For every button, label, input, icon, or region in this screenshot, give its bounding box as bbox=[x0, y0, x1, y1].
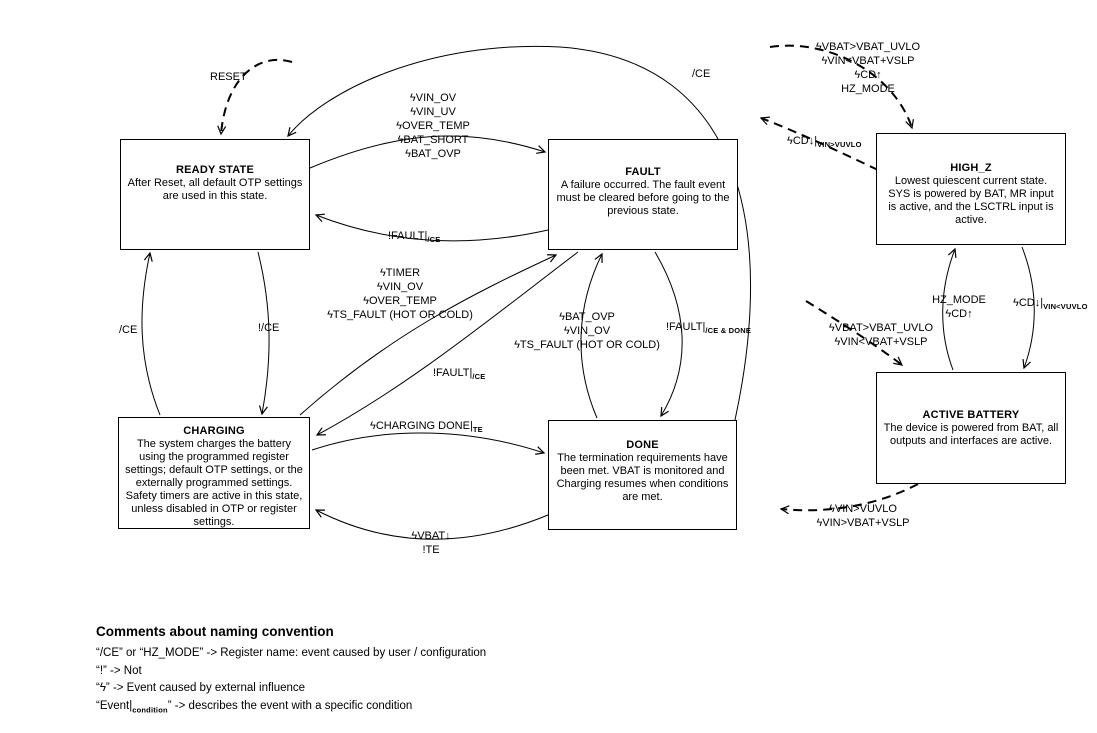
label-done-to-charging: ϟVBAT↓ !TE bbox=[411, 530, 451, 556]
label-ready-to-fault: ϟVIN_OV ϟVIN_UV ϟOVER_TEMP ϟBAT_SHORT ϟBAT_OVP bbox=[396, 92, 470, 160]
state-desc-ready: After Reset, all default OTP settings are used in this state. bbox=[127, 177, 303, 202]
label-activebattery-to-highz: HZ_MODE ϟCD↑ bbox=[932, 294, 986, 320]
label-ready-to-charging: !/CE bbox=[258, 322, 280, 334]
label-external-to-highz: ϟVBAT>VBAT_UVLO ϟVIN<VBAT+VSLP ϟCD↑ HZ_MODE bbox=[815, 41, 921, 95]
state-fault bbox=[548, 139, 738, 250]
label-external-to-activebattery: ϟVBAT>VBAT_UVLO ϟVIN<VBAT+VSLP bbox=[828, 322, 934, 348]
state-charging bbox=[118, 417, 310, 529]
legend-line-external: “ϟ” -> Event caused by external influence bbox=[96, 682, 306, 694]
label-charging-to-fault: ϟTIMER ϟVIN_OV ϟOVER_TEMP ϟTS_FAULT (HOT OR COLD) bbox=[327, 267, 473, 321]
state-title-ready: READY STATE bbox=[176, 164, 254, 176]
legend-title: Comments about naming convention bbox=[96, 624, 334, 639]
label-fault-to-done: $!FAULT|_{/CE \& DONE}$ bbox=[666, 321, 752, 336]
arrow-charging-to-ready bbox=[142, 253, 160, 415]
label-done-to-fault: ϟBAT_OVP ϟVIN_OV ϟTS_FAULT (HOT OR COLD) bbox=[514, 311, 660, 351]
label-ce-top: /CE bbox=[692, 68, 711, 80]
state-title-fault: FAULT bbox=[625, 166, 661, 178]
label-fault-to-ready: $!FAULT|_{/CE}$ bbox=[388, 230, 441, 245]
label-activebattery-exit: ϟVIN>VUVLO ϟVIN>VBAT+VSLP bbox=[816, 503, 910, 529]
label-fault-to-charging: $!FAULT|_{/CE}$ bbox=[433, 367, 486, 382]
state-desc-highz: Lowest quiescent current state. SYS is powered by BAT, MR input is active, and the LSCTRL input is active. bbox=[888, 175, 1054, 226]
label-highz-to-activebattery: $ϟCD↓|_{VIN<VUVLO}$ bbox=[1013, 297, 1088, 312]
state-desc-active-battery: The device is powered from BAT, all outputs and interfaces are active. bbox=[883, 422, 1059, 447]
state-title-highz: HIGH_Z bbox=[950, 162, 992, 174]
legend-line-not: “!” -> Not bbox=[96, 664, 142, 677]
legend-line-register: “/CE” or “HZ_MODE” -> Register name: event caused by user / configuration bbox=[96, 647, 487, 659]
state-desc-done: The termination requirements have been met. VBAT is monitored and Charging resumes when conditions are met. bbox=[556, 452, 729, 503]
state-highz bbox=[876, 133, 1066, 245]
state-ready bbox=[120, 139, 310, 250]
state-title-active-battery: ACTIVE BATTERY bbox=[922, 409, 1020, 421]
state-active-battery bbox=[876, 372, 1066, 484]
state-desc-charging: The system charges the battery using the programmed register settings; default OTP settings, or the externally programmed settings. Safety timers are active in this state, unless disabled in OTP or register settings. bbox=[125, 438, 303, 528]
label-highz-exit: $ϟCD↓|_{VIN>VUVLO}$ bbox=[787, 135, 862, 150]
legend-line-condition: “$Event|_{condition}$” -> describes the event with a specific condition bbox=[96, 699, 413, 714]
state-done bbox=[548, 420, 737, 530]
label-reset: RESET bbox=[210, 71, 247, 83]
naming-convention-legend bbox=[96, 624, 616, 718]
label-charging-to-done: ϟCHARGING $DONE|_{TE}$ bbox=[370, 420, 483, 435]
label-charging-to-ready: /CE bbox=[119, 324, 138, 336]
state-title-done: DONE bbox=[626, 439, 659, 451]
state-title-charging: CHARGING bbox=[183, 425, 245, 437]
state-desc-fault: A failure occurred. The fault event must be cleared before going to the previous state. bbox=[556, 179, 730, 217]
